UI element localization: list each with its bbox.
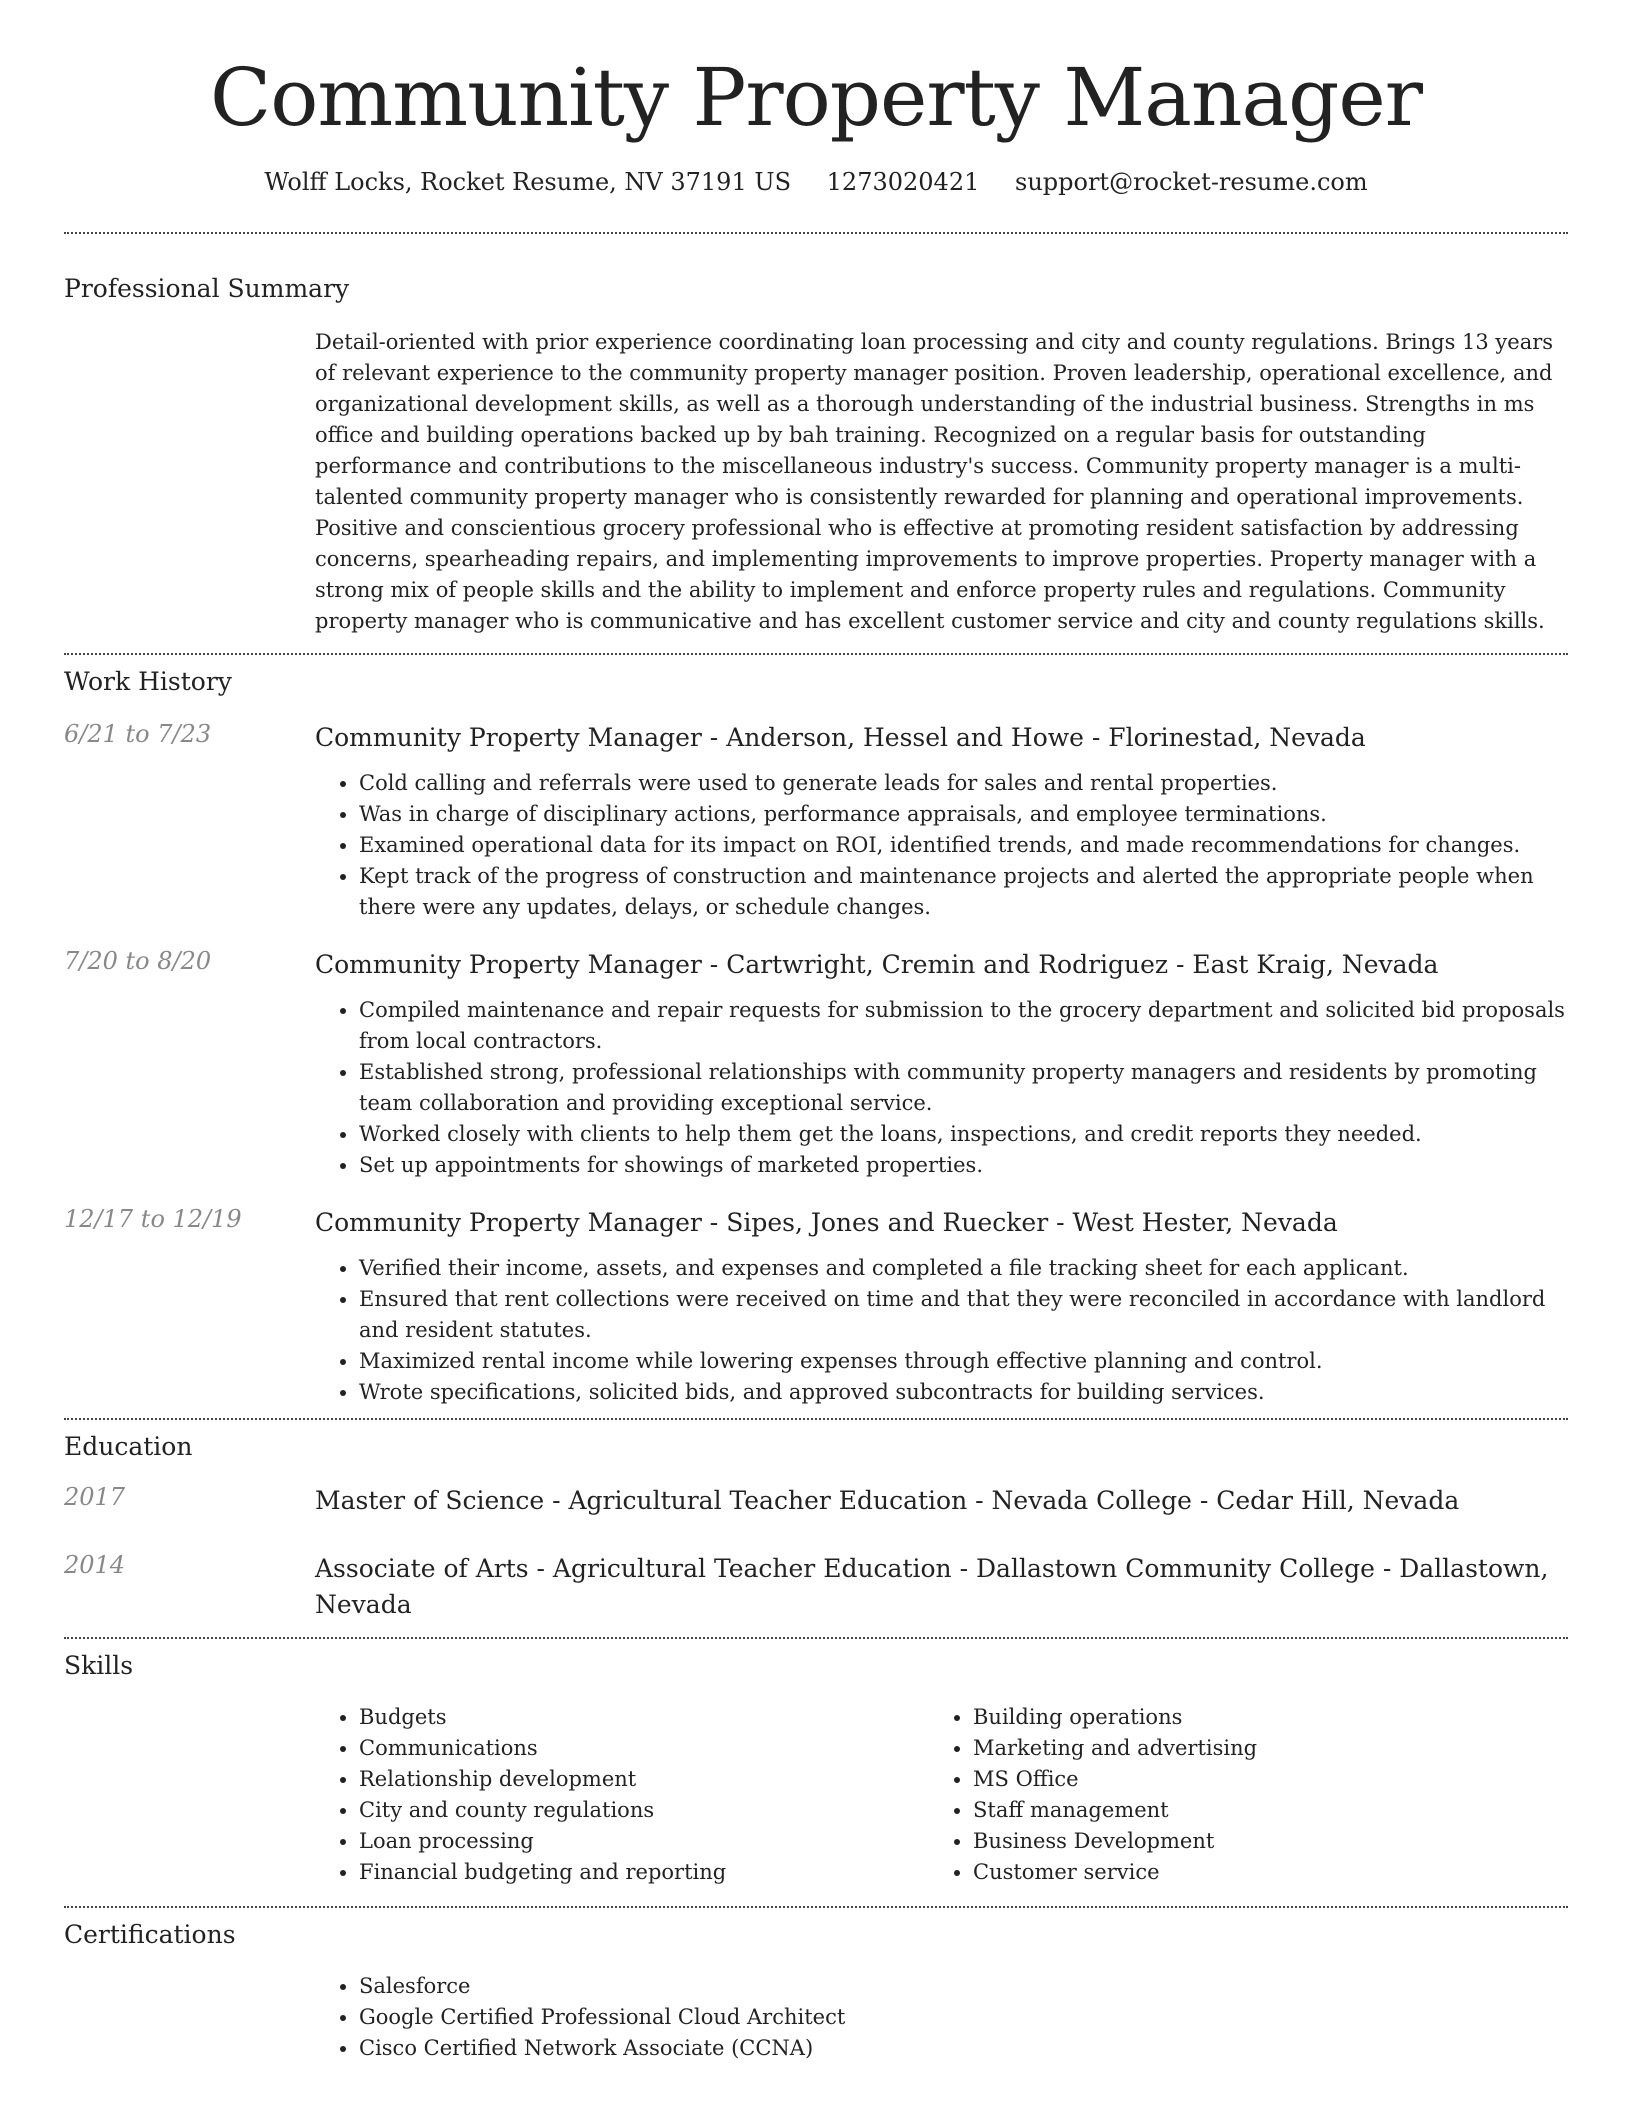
education-title: Associate of Arts - Agricultural Teacher Education - Dallastown Community College - Dallastown, Nevada	[315, 1554, 1549, 1619]
skill-item: • City and county regulations	[359, 1795, 929, 1826]
certification-item: • Cisco Certified Network Associate (CCNA)	[359, 2033, 1568, 2064]
resume-page	[64, 0, 1568, 2064]
skill-item: • Customer service	[973, 1857, 1543, 1888]
skills-list-left	[315, 1702, 929, 1888]
job-bullet: • Worked closely with clients to help them get the loans, inspections, and credit reports they needed.	[359, 1119, 1568, 1150]
education-section	[64, 1420, 1568, 1623]
job-bullets	[315, 995, 1568, 1181]
summary-section	[64, 234, 1568, 637]
job-bullets	[315, 1253, 1568, 1408]
skills-section	[64, 1639, 1568, 1888]
resume-name: Community Property Manager	[210, 51, 1422, 144]
job-title: Community Property Manager - Anderson, Hessel and Howe - Florinestad, Nevada	[315, 723, 1366, 752]
certification-item: • Salesforce	[359, 1971, 1568, 2002]
job-dates: 12/17 to 12/19	[64, 1205, 242, 1233]
certifications-heading: Certifications	[64, 1920, 236, 1949]
job-dates: 6/21 to 7/23	[64, 720, 212, 748]
education-title: Master of Science - Agricultural Teacher Education - Nevada College - Cedar Hill, Nevada	[315, 1486, 1460, 1515]
job-bullet: • Compiled maintenance and repair requests for submission to the grocery department and solicited bid proposals from local contractors.	[359, 995, 1568, 1057]
job-bullet: • Examined operational data for its impact on ROI, identified trends, and made recommendations for changes.	[359, 830, 1568, 861]
skill-item: • Marketing and advertising	[973, 1733, 1543, 1764]
skills-list-right	[929, 1702, 1543, 1888]
job-bullet: • Cold calling and referrals were used to generate leads for sales and rental properties.	[359, 768, 1568, 799]
job-bullets	[315, 768, 1568, 923]
summary-text: Detail-oriented with prior experience coordinating loan processing and city and county regulations. Brings 13 years of relevant experience to the community property manager position. Proven leadership, operational excellence, and organizational development skills, as well as a thorough understanding of the industrial business. Strengths in ms office and building operations backed up by bah training. Recognized on a regular basis for outstanding performance and contributions to the miscellaneous industry's success. Community property manager is a multi-talented community property manager who is consistently rewarded for planning and operational improvements. Positive and conscientious grocery professional who is effective at promoting resident satisfaction by addressing concerns, spearheading repairs, and implementing improvements to improve properties. Property manager with a strong mix of people skills and the ability to implement and enforce property rules and regulations. Community property manager who is communicative and has excellent customer service and city and county regulations skills.	[315, 330, 1554, 633]
work-history-heading: Work History	[64, 667, 232, 696]
job-entry	[64, 720, 1568, 923]
skill-item: • Business Development	[973, 1826, 1543, 1857]
skill-item: • Communications	[359, 1733, 929, 1764]
job-bullet: • Was in charge of disciplinary actions, performance appraisals, and employee terminations.	[359, 799, 1568, 830]
job-bullet: • Maximized rental income while lowering expenses through effective planning and control.	[359, 1346, 1568, 1377]
certifications-section	[64, 1908, 1568, 2064]
job-bullet: • Ensured that rent collections were received on time and that they were reconciled in accordance with landlord and resident statutes.	[359, 1284, 1568, 1346]
education-entry	[64, 1483, 1568, 1519]
job-bullet: • Verified their income, assets, and expenses and completed a file tracking sheet for each applicant.	[359, 1253, 1568, 1284]
contact-phone: 1273020421	[826, 168, 980, 196]
education-entry	[64, 1551, 1568, 1623]
job-bullet: • Established strong, professional relationships with community property managers and residents by promoting team collaboration and providing exceptional service.	[359, 1057, 1568, 1119]
skill-item: • Staff management	[973, 1795, 1543, 1826]
certification-item: • Google Certified Professional Cloud Architect	[359, 2002, 1568, 2033]
job-title: Community Property Manager - Sipes, Jones and Ruecker - West Hester, Nevada	[315, 1208, 1338, 1237]
skill-item: • Relationship development	[359, 1764, 929, 1795]
education-heading: Education	[64, 1432, 193, 1461]
skill-item: • Building operations	[973, 1702, 1543, 1733]
job-bullet: • Kept track of the progress of construction and maintenance projects and alerted the appropriate people when there were any updates, delays, or schedule changes.	[359, 861, 1568, 923]
skills-grid	[315, 1702, 1568, 1888]
certifications-list	[315, 1971, 1568, 2064]
job-entry	[64, 1205, 1568, 1408]
job-bullet: • Wrote specifications, solicited bids, and approved subcontracts for building services.	[359, 1377, 1568, 1408]
job-dates: 7/20 to 8/20	[64, 947, 212, 975]
contact-line	[64, 168, 1568, 196]
work-history-section	[64, 655, 1568, 1408]
contact-address: Wolff Locks, Rocket Resume, NV 37191 US	[264, 168, 792, 196]
education-year: 2017	[64, 1483, 126, 1511]
job-title: Community Property Manager - Cartwright, Cremin and Rodriguez - East Kraig, Nevada	[315, 950, 1439, 979]
education-year: 2014	[64, 1551, 126, 1579]
contact-email: support@rocket-resume.com	[1015, 168, 1368, 196]
job-entry	[64, 947, 1568, 1181]
summary-heading: Professional Summary	[64, 274, 350, 303]
skill-item: • Loan processing	[359, 1826, 929, 1857]
skill-item: • Budgets	[359, 1702, 929, 1733]
skills-heading: Skills	[64, 1651, 134, 1680]
skill-item: • Financial budgeting and reporting	[359, 1857, 929, 1888]
skill-item: • MS Office	[973, 1764, 1543, 1795]
job-bullet: • Set up appointments for showings of marketed properties.	[359, 1150, 1568, 1181]
